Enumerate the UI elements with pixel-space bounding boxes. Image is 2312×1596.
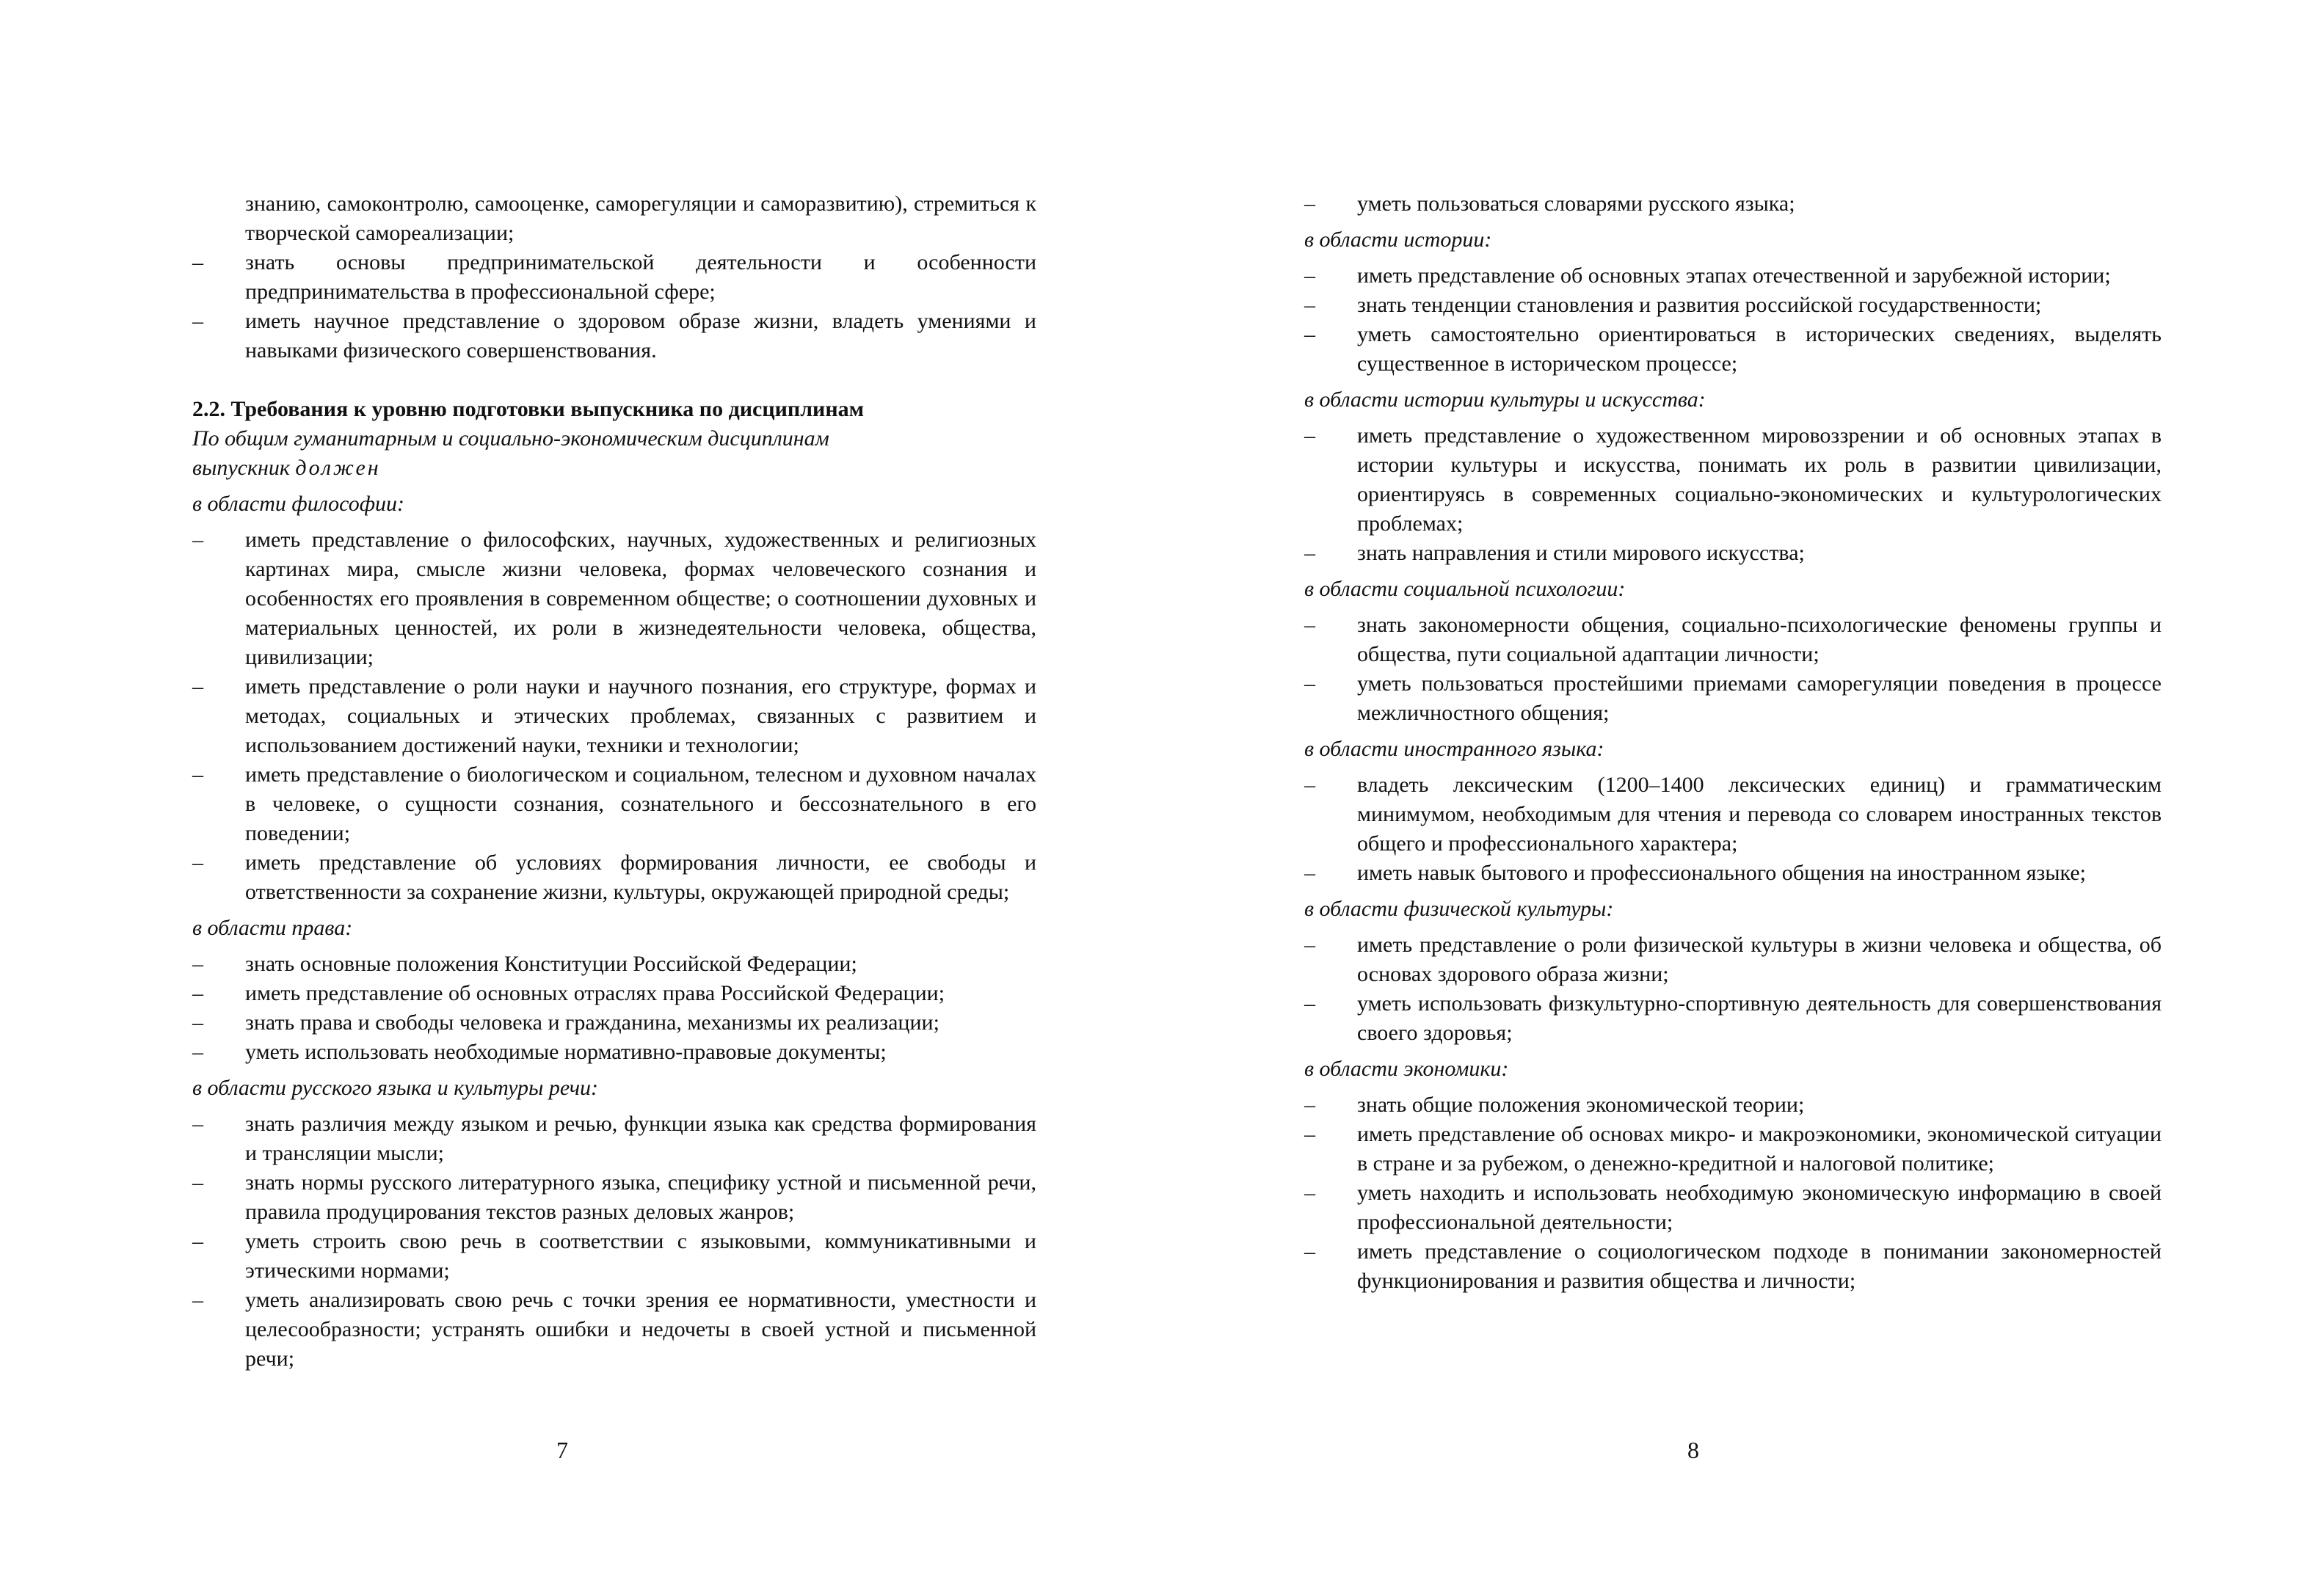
list-item: – знать основные положения Конституции Российской Федерации; bbox=[192, 952, 857, 976]
continued-paragraph: знанию, самоконтролю, самооценке, саморегуляции и саморазвитию), стремиться к творческой самореализации; bbox=[245, 192, 1036, 245]
list-item: – знать права и свободы человека и гражданина, механизмы их реализации; bbox=[192, 1010, 939, 1035]
area-economics-label: в области экономики: bbox=[1304, 1057, 1509, 1081]
list-item: – иметь представление об условиях формирования личности, ее свободы и ответственности за сохранение жизни, культуры, окружающей природной среды; bbox=[192, 850, 1036, 904]
list-item: – иметь представление о социологическом подходе в понимании закономерностей функционирования и развития общества и личности; bbox=[1304, 1239, 2162, 1293]
list-item: – знать закономерности общения, социально-психологические феномены группы и общества, пути социальной адаптации личности; bbox=[1304, 613, 2162, 666]
list-item: – знать направления и стили мирового искусства; bbox=[1304, 541, 1805, 565]
list-item: – иметь представление о биологическом и социальном, телесном и духовном началах в человеке, о сущности сознания, сознательного и бессознательного в его поведении; bbox=[192, 762, 1036, 845]
list-item: – иметь представление об основных отраслях права Российской Федерации; bbox=[192, 981, 945, 1005]
list-item: – уметь находить и использовать необходимую экономическую информацию в своей профессиональной деятельности; bbox=[1304, 1181, 2162, 1234]
list-item: – знать тенденции становления и развития российской государственности; bbox=[1304, 293, 2042, 317]
page-number-right: 8 bbox=[1687, 1437, 1699, 1463]
list-item: – иметь навык бытового и профессионального общения на иностранном языке; bbox=[1304, 861, 2086, 885]
list-item: – уметь использовать необходимые нормативно-правовые документы; bbox=[192, 1040, 887, 1064]
area-psychology-label: в области социальной психологии: bbox=[1304, 577, 1626, 601]
dash-bullet: – bbox=[192, 309, 203, 333]
area-physical-label: в области физической культуры: bbox=[1304, 897, 1614, 921]
list-item: – уметь использовать физкультурно-спортивную деятельность для совершенствования своего здоровья; bbox=[1304, 991, 2162, 1045]
list-item: – уметь самостоятельно ориентироваться в исторических сведениях, выделять существенное в историческом процессе; bbox=[1304, 322, 2162, 376]
list-item: – знать основы предпринимательской деятельности и особенности предпринимательства в профессиональной сфере; bbox=[192, 248, 1036, 307]
list-item: – уметь анализировать свою речь с точки зрения ее нормативности, уместности и целесообразности; устранять ошибки и недочеты в своей устной и письменной речи; bbox=[192, 1288, 1036, 1371]
section-subheading-2: выпускник должен bbox=[192, 456, 381, 480]
page-number-left: 7 bbox=[556, 1437, 568, 1463]
list-item: – уметь пользоваться словарями русского языка; bbox=[1304, 192, 1795, 216]
area-language-label: в области иностранного языка: bbox=[1304, 737, 1604, 761]
list-item: – уметь пользоваться простейшими приемами саморегуляции поведения в процессе межличностного общения; bbox=[1304, 671, 2178, 725]
area-culture-label: в области истории культуры и искусства: bbox=[1304, 387, 1706, 412]
area-philosophy-label: в области философии: bbox=[192, 492, 404, 516]
right-page bbox=[1304, 189, 2178, 1296]
area-russian-label: в области русского языка и культуры речи: bbox=[192, 1076, 599, 1100]
list-item: – иметь научное представление о здоровом образе жизни, владеть умениями и навыками физического совершенствования. bbox=[192, 307, 1036, 365]
list-item: – иметь представление об основных этапах отечественной и зарубежной истории; bbox=[1304, 263, 2111, 288]
list-item: – иметь представление об основах микро- и макроэкономики, экономической ситуации в стране и за рубежом, о денежно-кредитной и налоговой политике; bbox=[1304, 1122, 2162, 1176]
list-item: – знать различия между языком и речью, функции языка как средства формирования и трансляции мысли; bbox=[192, 1112, 1036, 1165]
area-history-label: в области истории: bbox=[1304, 227, 1492, 252]
list-item: – знать общие положения экономической теории; bbox=[1304, 1093, 1805, 1117]
list-item: – иметь представление о художественном мировоззрении и об основных этапах в истории культуры и искусства, понимать их роль в развитии цивилизации, ориентируясь в современных социально-экономических и культурологических проблемах; bbox=[1304, 423, 2162, 536]
left-page bbox=[192, 189, 1036, 1374]
dash-bullet: – bbox=[192, 250, 203, 274]
list-item: – знать нормы русского литературного языка, специфику устной и письменной речи, правила продуцирования текстов разных деловых жанров; bbox=[192, 1170, 1036, 1224]
section-subheading: По общим гуманитарным и социально-экономическим дисциплинам bbox=[192, 426, 829, 451]
list-item: – иметь представление о роли физической культуры в жизни человека и общества, об основах здорового образа жизни; bbox=[1304, 933, 2162, 986]
list-item: – иметь представление о роли науки и научного познания, его структуре, формах и методах, социальных и этических проблемах, связанных с развитием и использованием достижений науки, техники и технологии; bbox=[192, 674, 1036, 757]
list-item: – владеть лексическим (1200–1400 лексических единиц) и грамматическим минимумом, необходимым для чтения и перевода со словарем иностранных текстов общего и профессионального характера; bbox=[1304, 773, 2162, 856]
section-heading: 2.2. Требования к уровню подготовки выпускника по дисциплинам bbox=[192, 397, 865, 421]
area-law-label: в области права: bbox=[192, 916, 353, 940]
list-item: – иметь представление о философских, научных, художественных и религиозных картинах мира, смысле жизни человека, формах человеческого сознания и особенностях его проявления в современном обществе; о соотношении духовных и материальных ценностей, их роли в жизнедеятельности человека, общества, цивилизации; bbox=[192, 528, 1036, 669]
list-item: – уметь строить свою речь в соответствии с языковыми, коммуникативными и этическими нормами; bbox=[192, 1229, 1036, 1283]
